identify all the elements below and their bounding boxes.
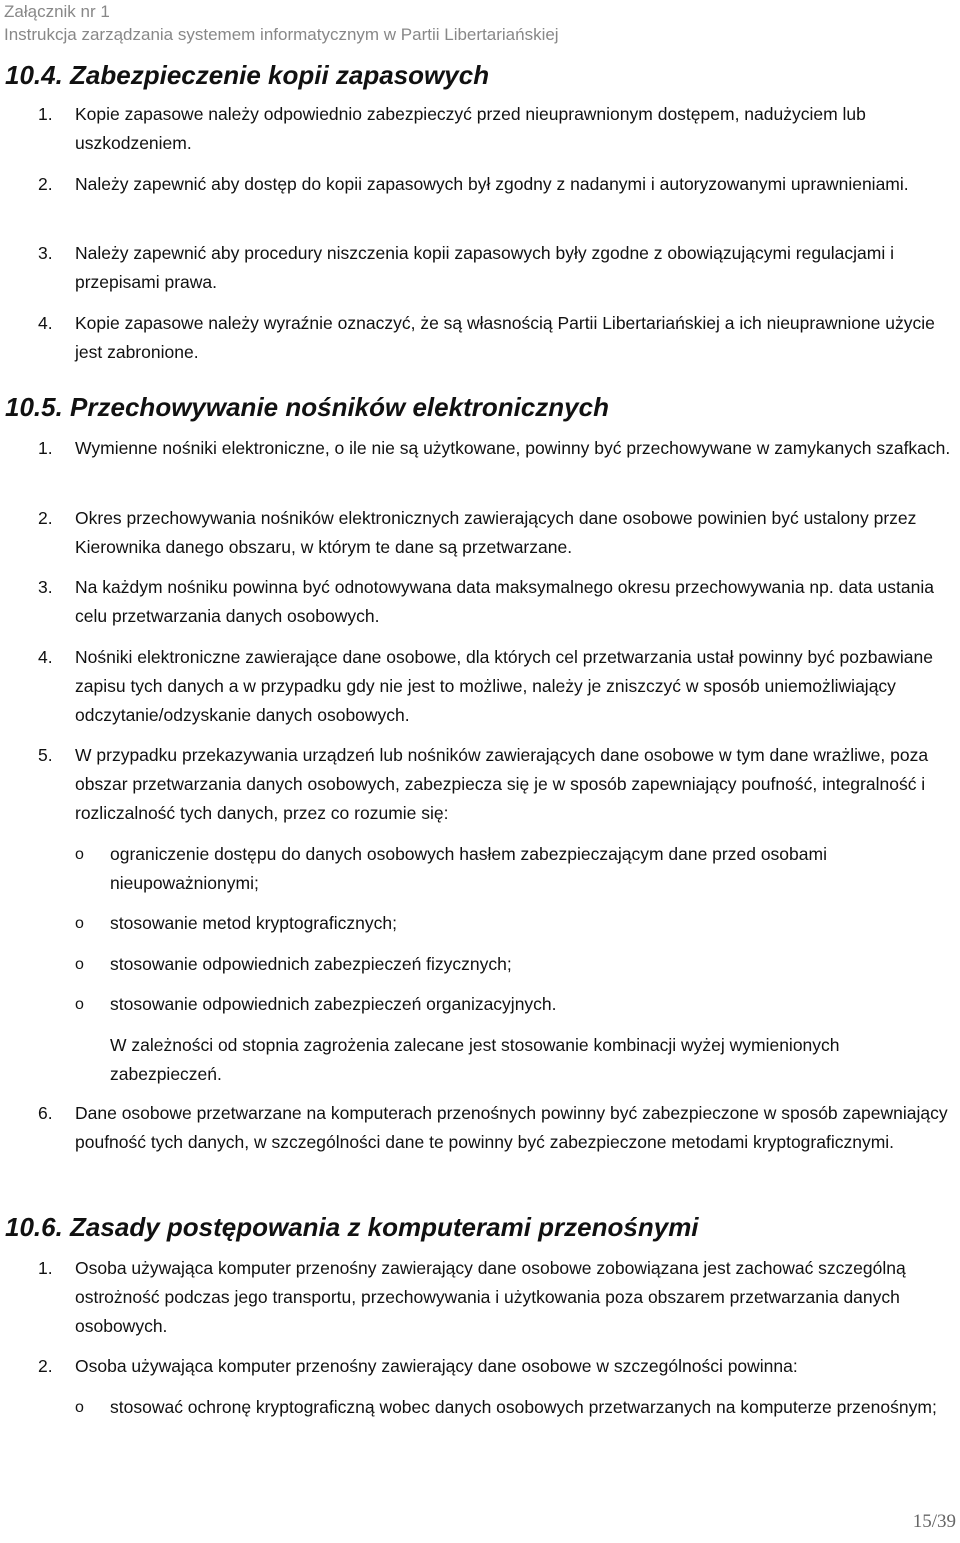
item-text: Dane osobowe przetwarzane na komputerach przenośnych powinny być zabezpieczone w sposób zapewniający poufność tych danych, w szczególności dane te powinny być zabezpieczone metodami kryptograficznymi.	[75, 1103, 948, 1152]
item-text: Osoba używająca komputer przenośny zawierający dane osobowe zobowiązana jest zachować szczególną ostrożność podczas jego transportu, przechowywania i użytkowania poza obszarem przetwarzania danych osobowych.	[75, 1258, 906, 1336]
item-number: 6.	[38, 1103, 53, 1123]
bullet-icon: o	[75, 956, 84, 973]
item-number: 2.	[38, 174, 53, 194]
item-text: W przypadku przekazywania urządzeń lub nośników zawierających dane osobowe w tym dane wrażliwe, poza obszar przetwarzania danych osobowych, zabezpiecza się je w sposób zapewniający poufność, integralność i rozliczalność tych danych, przez co rozumie się:	[75, 745, 929, 823]
sub-item-text: ograniczenie dostępu do danych osobowych hasłem zabezpieczającym dane przed osobami nieupoważnionymi;	[110, 844, 827, 893]
section-heading: 10.5. Przechowywanie nośników elektronicznych	[5, 392, 609, 422]
sub-item-text: stosowanie metod kryptograficznych;	[110, 913, 397, 933]
header-attachment: Załącznik nr 1	[4, 2, 110, 21]
bullet-icon: o	[75, 1399, 84, 1416]
item-number: 1.	[38, 1258, 53, 1278]
bullet-icon: o	[75, 996, 84, 1013]
sub-item-text: stosowanie odpowiednich zabezpieczeń organizacyjnych.	[110, 994, 557, 1014]
item-number: 2.	[38, 1356, 53, 1376]
item-number: 1.	[38, 104, 53, 124]
header-title: Instrukcja zarządzania systemem informatycznym w Partii Libertariańskiej	[4, 25, 559, 44]
item-text: Kopie zapasowe należy odpowiednio zabezpieczyć przed nieuprawnionym dostępem, nadużyciem lub uszkodzeniem.	[75, 104, 866, 153]
item-text: Należy zapewnić aby dostęp do kopii zapasowych był zgodny z nadanymi i autoryzowanymi uprawnieniami.	[75, 174, 909, 194]
sub-item-text: stosowanie odpowiednich zabezpieczeń fizycznych;	[110, 954, 512, 974]
document-header	[4, 0, 559, 46]
sub-item-text: stosować ochronę kryptograficzną wobec danych osobowych przetwarzanych na komputerze przenośnym;	[110, 1397, 937, 1417]
item-text: Okres przechowywania nośników elektronicznych zawierających dane osobowe powinien być ustalony przez Kierownika danego obszaru, w którym te dane są przetwarzane.	[75, 508, 917, 557]
item-text: Należy zapewnić aby procedury niszczenia kopii zapasowych były zgodne z obowiązującymi regulacjami i przepisami prawa.	[75, 243, 895, 292]
note-text: W zależności od stopnia zagrożenia zalecane jest stosowanie kombinacji wyżej wymienionych zabezpieczeń.	[110, 1035, 840, 1084]
item-text: Nośniki elektroniczne zawierające dane osobowe, dla których cel przetwarzania ustał powinny być pozbawiane zapisu tych danych a w przypadku gdy nie jest to możliwe, należy je zniszczyć w sposób uniemożliwiający odczytanie/odzyskanie danych osobowych.	[75, 647, 933, 725]
item-text: Osoba używająca komputer przenośny zawierający dane osobowe w szczególności powinna:	[75, 1356, 798, 1376]
item-number: 2.	[38, 508, 53, 528]
item-number: 3.	[38, 243, 53, 263]
item-text: Kopie zapasowe należy wyraźnie oznaczyć, że są własnością Partii Libertariańskiej a ich nieuprawnione użycie jest zabronione.	[75, 313, 935, 362]
bullet-icon: o	[75, 915, 84, 932]
item-number: 4.	[38, 647, 53, 667]
section-heading: 10.4. Zabezpieczenie kopii zapasowych	[5, 60, 490, 90]
item-number: 5.	[38, 745, 53, 765]
section-heading: 10.6. Zasady postępowania z komputerami przenośnymi	[5, 1212, 699, 1242]
item-text: Wymienne nośniki elektroniczne, o ile nie są użytkowane, powinny być przechowywane w zamykanych szafkach.	[75, 438, 951, 458]
page-number: 15/39	[912, 1511, 956, 1532]
bullet-icon: o	[75, 846, 84, 863]
item-number: 4.	[38, 313, 53, 333]
item-number: 3.	[38, 577, 53, 597]
item-text: Na każdym nośniku powinna być odnotowywana data maksymalnego okresu przechowywania np. data ustania celu przetwarzania danych osobowych.	[75, 577, 934, 626]
item-number: 1.	[38, 438, 53, 458]
